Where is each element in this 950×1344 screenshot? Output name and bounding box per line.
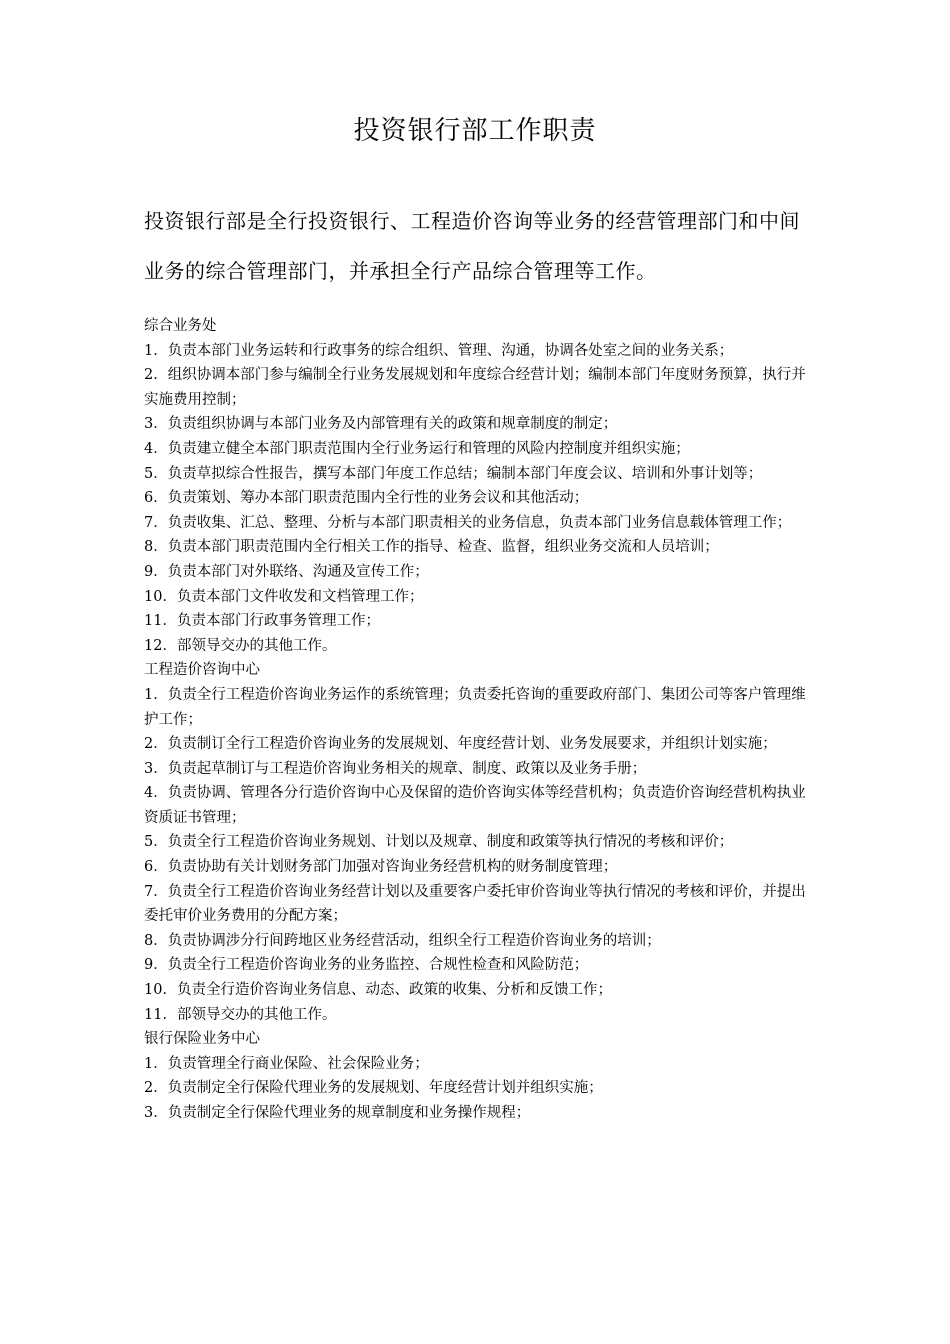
list-item: 2．负责制定全行保险代理业务的发展规划、年度经营计划并组织实施；	[144, 1080, 603, 1097]
list-item: 10．负责全行造价咨询业务信息、动态、政策的收集、分析和反馈工作；	[144, 982, 612, 999]
list-item: 3．负责组织协调与本部门业务及内部管理有关的政策和规章制度的制定；	[144, 416, 618, 433]
list-item: 7．负责收集、汇总、整理、分析与本部门职责相关的业务信息，负责本部门业务信息载体管理工作；	[144, 514, 792, 531]
list-item: 8．负责本部门职责范围内全行相关工作的指导、检查、监督，组织业务交流和人员培训；	[144, 539, 719, 556]
document-body	[144, 314, 810, 1126]
section-heading: 综合业务处	[144, 318, 217, 334]
list-item: 2．负责制订全行工程造价咨询业务的发展规划、年度经营计划、业务发展要求，并组织计划实施；	[144, 736, 777, 753]
list-item: 9．负责本部门对外联络、沟通及宣传工作；	[144, 563, 429, 580]
list-item: 11．部领导交办的其他工作。	[144, 1006, 337, 1023]
list-item: 1．负责全行工程造价咨询业务运作的系统管理；负责委托咨询的重要政府部门、集团公司等客户管理维护工作；	[144, 686, 806, 728]
section-heading: 银行保险业务中心	[144, 1031, 260, 1048]
list-item: 6．负责策划、筹办本部门职责范围内全行性的业务会议和其他活动；	[144, 490, 589, 507]
list-item: 4．负责协调、管理各分行造价咨询中心及保留的造价咨询实体等经营机构；负责造价咨询经营机构执业资质证书管理；	[144, 785, 806, 826]
list-item: 7．负责全行工程造价咨询业务经营计划以及重要客户委托审价咨询业等执行情况的考核和评价，并提出委托审价业务费用的分配方案；	[144, 883, 806, 925]
document-title: 投资银行部工作职责	[353, 116, 597, 146]
list-item: 3．负责制定全行保险代理业务的规章制度和业务操作规程；	[144, 1105, 531, 1121]
list-item: 1．负责本部门业务运转和行政事务的综合组织、管理、沟通，协调各处室之间的业务关系；	[144, 342, 734, 359]
list-item: 10．负责本部门文件收发和文档管理工作；	[144, 588, 424, 605]
list-item: 1．负责管理全行商业保险、社会保险业务；	[144, 1055, 429, 1072]
list-item: 8．负责协调涉分行间跨地区业务经营活动，组织全行工程造价咨询业务的培训；	[144, 932, 661, 949]
section-heading: 工程造价咨询中心	[144, 662, 260, 679]
list-item: 12．部领导交办的其他工作。	[144, 637, 337, 654]
list-item: 2．组织协调本部门参与编制全行业务发展规划和年度综合经营计划；编制本部门年度财务预算，执行并实施费用控制；	[144, 367, 806, 408]
list-item: 5．负责全行工程造价咨询业务规划、计划以及规章、制度和政策等执行情况的考核和评价；	[144, 834, 734, 851]
list-item: 11．负责本部门行政事务管理工作；	[144, 613, 380, 630]
list-item: 4．负责建立健全本部门职责范围内全行业务运行和管理的风险内控制度并组织实施；	[144, 440, 690, 457]
list-item: 6．负责协助有关计划财务部门加强对咨询业务经营机构的财务制度管理；	[144, 859, 618, 876]
list-item: 3．负责起草制订与工程造价咨询业务相关的规章、制度、政策以及业务手册；	[144, 760, 647, 777]
list-item: 5．负责草拟综合性报告，撰写本部门年度工作总结；编制本部门年度会议、培训和外事计划等；	[144, 465, 763, 482]
list-item: 9．负责全行工程造价咨询业务的业务监控、合规性检查和风险防范；	[144, 957, 589, 974]
intro-paragraph: 投资银行部是全行投资银行、工程造价咨询等业务的经营管理部门和中间业务的综合管理部门，并承担全行产品综合管理等工作。	[144, 209, 800, 283]
